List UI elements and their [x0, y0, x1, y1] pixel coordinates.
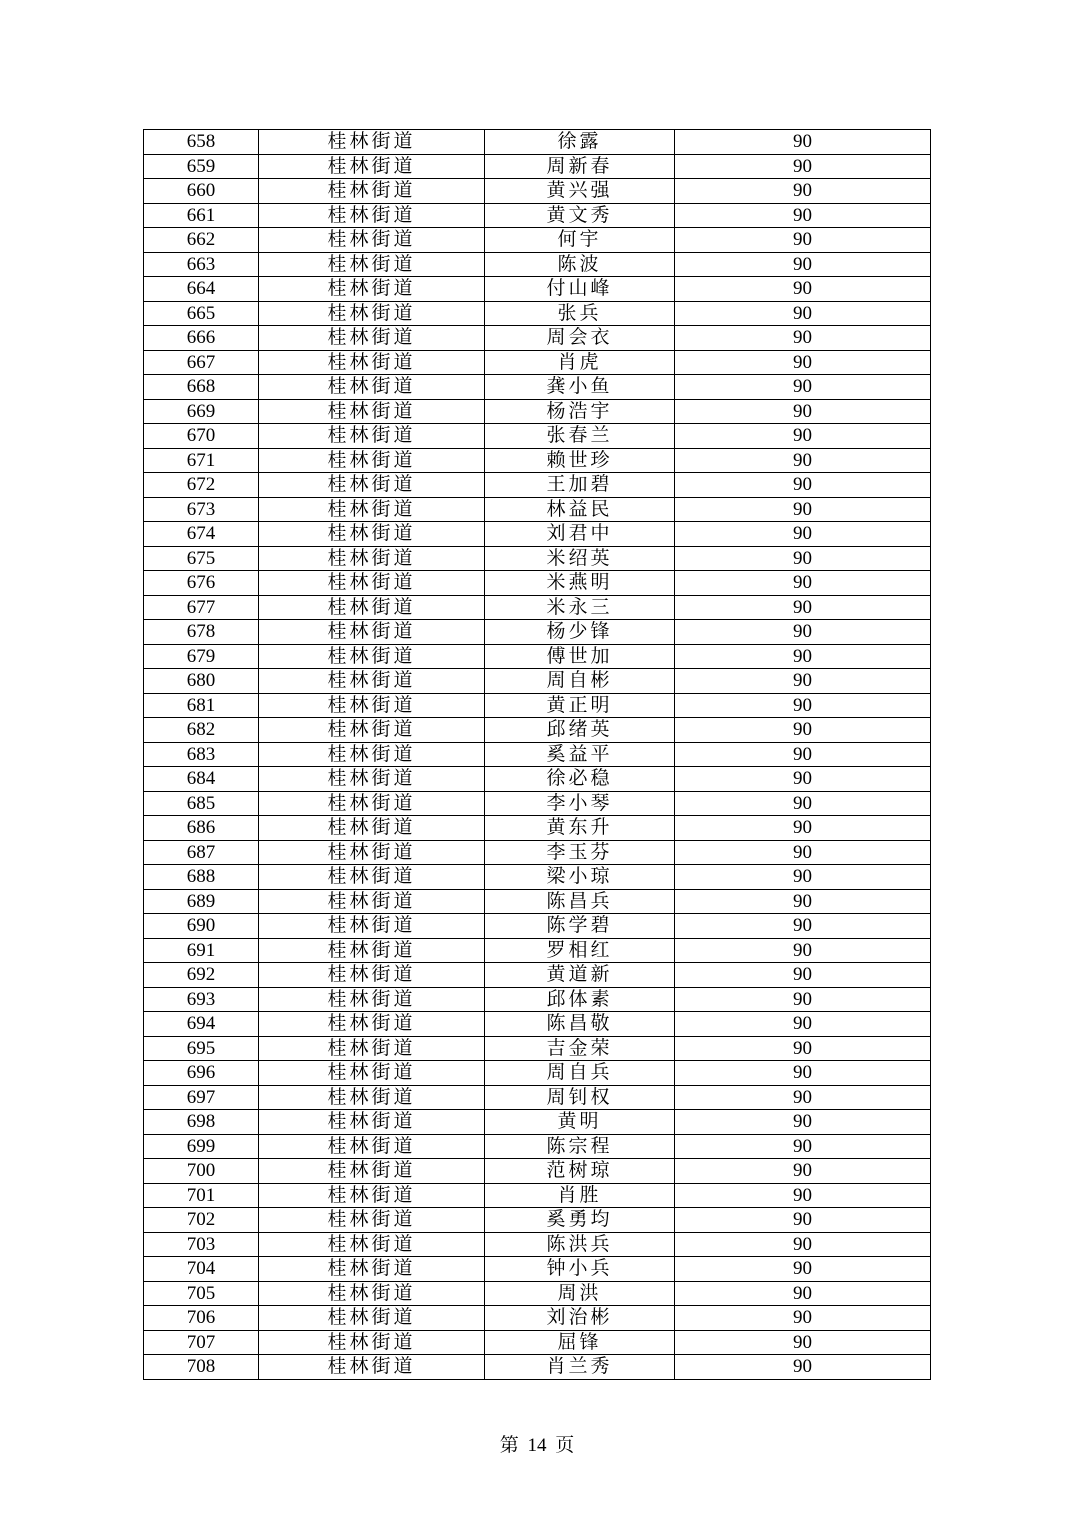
district-cell: 桂林街道	[259, 203, 485, 228]
table-row	[144, 718, 931, 743]
table-row	[144, 399, 931, 424]
score-cell: 90	[675, 1306, 931, 1331]
score-cell: 90	[675, 571, 931, 596]
district-cell: 桂林街道	[259, 987, 485, 1012]
district-cell: 桂林街道	[259, 179, 485, 204]
score-cell: 90	[675, 644, 931, 669]
row-number-cell: 705	[144, 1281, 259, 1306]
district-cell: 桂林街道	[259, 1330, 485, 1355]
name-cell: 陈洪兵	[485, 1232, 675, 1257]
row-number-cell: 666	[144, 326, 259, 351]
score-cell: 90	[675, 620, 931, 645]
district-cell: 桂林街道	[259, 595, 485, 620]
district-cell: 桂林街道	[259, 1012, 485, 1037]
score-cell: 90	[675, 963, 931, 988]
score-cell: 90	[675, 938, 931, 963]
row-number-cell: 707	[144, 1330, 259, 1355]
name-cell: 奚益平	[485, 742, 675, 767]
score-cell: 90	[675, 448, 931, 473]
table-row	[144, 326, 931, 351]
district-cell: 桂林街道	[259, 424, 485, 449]
name-cell: 肖胜	[485, 1183, 675, 1208]
table-row	[144, 1036, 931, 1061]
name-cell: 黄兴强	[485, 179, 675, 204]
district-cell: 桂林街道	[259, 1183, 485, 1208]
row-number-cell: 700	[144, 1159, 259, 1184]
score-cell: 90	[675, 742, 931, 767]
name-cell: 黄明	[485, 1110, 675, 1135]
table-row	[144, 1306, 931, 1331]
row-number-cell: 660	[144, 179, 259, 204]
score-cell: 90	[675, 252, 931, 277]
name-cell: 吉金荣	[485, 1036, 675, 1061]
score-cell: 90	[675, 693, 931, 718]
name-cell: 陈昌敬	[485, 1012, 675, 1037]
district-cell: 桂林街道	[259, 375, 485, 400]
score-cell: 90	[675, 1183, 931, 1208]
row-number-cell: 672	[144, 473, 259, 498]
name-cell: 米绍英	[485, 546, 675, 571]
score-cell: 90	[675, 546, 931, 571]
name-cell: 黄文秀	[485, 203, 675, 228]
row-number-cell: 694	[144, 1012, 259, 1037]
score-cell: 90	[675, 301, 931, 326]
table-row	[144, 277, 931, 302]
score-cell: 90	[675, 350, 931, 375]
table-row	[144, 987, 931, 1012]
score-cell: 90	[675, 595, 931, 620]
name-cell: 肖兰秀	[485, 1355, 675, 1380]
table-row	[144, 1355, 931, 1380]
name-cell: 米永三	[485, 595, 675, 620]
name-cell: 刘治彬	[485, 1306, 675, 1331]
row-number-cell: 703	[144, 1232, 259, 1257]
table-row	[144, 1085, 931, 1110]
score-cell: 90	[675, 1061, 931, 1086]
district-cell: 桂林街道	[259, 546, 485, 571]
table-row	[144, 742, 931, 767]
name-cell: 周会衣	[485, 326, 675, 351]
score-cell: 90	[675, 1036, 931, 1061]
row-number-cell: 663	[144, 252, 259, 277]
table-row	[144, 791, 931, 816]
name-cell: 黄东升	[485, 816, 675, 841]
district-cell: 桂林街道	[259, 644, 485, 669]
district-cell: 桂林街道	[259, 742, 485, 767]
row-number-cell: 691	[144, 938, 259, 963]
district-cell: 桂林街道	[259, 522, 485, 547]
score-cell: 90	[675, 1134, 931, 1159]
table-row	[144, 644, 931, 669]
name-cell: 李玉芬	[485, 840, 675, 865]
score-cell: 90	[675, 889, 931, 914]
district-cell: 桂林街道	[259, 1208, 485, 1233]
table-row	[144, 448, 931, 473]
name-cell: 陈昌兵	[485, 889, 675, 914]
table-row	[144, 914, 931, 939]
row-number-cell: 665	[144, 301, 259, 326]
score-cell: 90	[675, 203, 931, 228]
district-cell: 桂林街道	[259, 1306, 485, 1331]
district-cell: 桂林街道	[259, 865, 485, 890]
table-row	[144, 571, 931, 596]
row-number-cell: 676	[144, 571, 259, 596]
name-cell: 陈波	[485, 252, 675, 277]
score-cell: 90	[675, 1281, 931, 1306]
row-number-cell: 668	[144, 375, 259, 400]
row-number-cell: 687	[144, 840, 259, 865]
row-number-cell: 699	[144, 1134, 259, 1159]
row-number-cell: 686	[144, 816, 259, 841]
score-cell: 90	[675, 914, 931, 939]
score-cell: 90	[675, 228, 931, 253]
district-cell: 桂林街道	[259, 130, 485, 155]
name-cell: 周自彬	[485, 669, 675, 694]
table-row	[144, 130, 931, 155]
district-cell: 桂林街道	[259, 350, 485, 375]
row-number-cell: 688	[144, 865, 259, 890]
table-row	[144, 1159, 931, 1184]
score-cell: 90	[675, 130, 931, 155]
table-row	[144, 375, 931, 400]
name-cell: 张春兰	[485, 424, 675, 449]
row-number-cell: 708	[144, 1355, 259, 1380]
table-row	[144, 963, 931, 988]
table-row	[144, 497, 931, 522]
score-cell: 90	[675, 277, 931, 302]
district-cell: 桂林街道	[259, 1257, 485, 1282]
table-row	[144, 595, 931, 620]
row-number-cell: 704	[144, 1257, 259, 1282]
row-number-cell: 675	[144, 546, 259, 571]
row-number-cell: 701	[144, 1183, 259, 1208]
score-cell: 90	[675, 1159, 931, 1184]
district-cell: 桂林街道	[259, 1159, 485, 1184]
table-row	[144, 620, 931, 645]
table-row	[144, 693, 931, 718]
row-number-cell: 681	[144, 693, 259, 718]
table-row	[144, 301, 931, 326]
district-cell: 桂林街道	[259, 154, 485, 179]
row-number-cell: 678	[144, 620, 259, 645]
table-row	[144, 767, 931, 792]
district-cell: 桂林街道	[259, 473, 485, 498]
name-cell: 罗相红	[485, 938, 675, 963]
name-cell: 周洪	[485, 1281, 675, 1306]
row-number-cell: 661	[144, 203, 259, 228]
table-row	[144, 816, 931, 841]
row-number-cell: 684	[144, 767, 259, 792]
score-cell: 90	[675, 399, 931, 424]
row-number-cell: 685	[144, 791, 259, 816]
name-cell: 张兵	[485, 301, 675, 326]
name-cell: 傅世加	[485, 644, 675, 669]
row-number-cell: 680	[144, 669, 259, 694]
table-row	[144, 669, 931, 694]
district-cell: 桂林街道	[259, 277, 485, 302]
district-cell: 桂林街道	[259, 1232, 485, 1257]
score-cell: 90	[675, 473, 931, 498]
name-cell: 王加碧	[485, 473, 675, 498]
table-row	[144, 228, 931, 253]
table-row	[144, 424, 931, 449]
name-cell: 黄道新	[485, 963, 675, 988]
district-cell: 桂林街道	[259, 301, 485, 326]
footer-page-number: 14	[527, 1435, 547, 1456]
district-cell: 桂林街道	[259, 252, 485, 277]
footer-prefix: 第	[499, 1435, 519, 1456]
row-number-cell: 702	[144, 1208, 259, 1233]
district-cell: 桂林街道	[259, 767, 485, 792]
row-number-cell: 659	[144, 154, 259, 179]
name-cell: 刘君中	[485, 522, 675, 547]
row-number-cell: 671	[144, 448, 259, 473]
district-cell: 桂林街道	[259, 1281, 485, 1306]
row-number-cell: 658	[144, 130, 259, 155]
district-cell: 桂林街道	[259, 326, 485, 351]
district-cell: 桂林街道	[259, 889, 485, 914]
name-cell: 赖世珍	[485, 448, 675, 473]
row-number-cell: 697	[144, 1085, 259, 1110]
name-cell: 屈锋	[485, 1330, 675, 1355]
name-cell: 徐必稳	[485, 767, 675, 792]
name-cell: 陈宗程	[485, 1134, 675, 1159]
table-row	[144, 546, 931, 571]
table-row	[144, 473, 931, 498]
table-row	[144, 154, 931, 179]
score-cell: 90	[675, 865, 931, 890]
score-cell: 90	[675, 718, 931, 743]
name-cell: 范树琼	[485, 1159, 675, 1184]
score-cell: 90	[675, 1257, 931, 1282]
district-cell: 桂林街道	[259, 791, 485, 816]
score-cell: 90	[675, 816, 931, 841]
page-footer	[0, 1430, 1074, 1457]
score-cell: 90	[675, 326, 931, 351]
district-cell: 桂林街道	[259, 448, 485, 473]
table-row	[144, 865, 931, 890]
table-row	[144, 1061, 931, 1086]
district-cell: 桂林街道	[259, 1061, 485, 1086]
table-row	[144, 179, 931, 204]
row-number-cell: 689	[144, 889, 259, 914]
row-number-cell: 682	[144, 718, 259, 743]
roster-table	[143, 129, 931, 1380]
row-number-cell: 664	[144, 277, 259, 302]
name-cell: 杨浩宇	[485, 399, 675, 424]
row-number-cell: 695	[144, 1036, 259, 1061]
name-cell: 奚勇均	[485, 1208, 675, 1233]
district-cell: 桂林街道	[259, 497, 485, 522]
district-cell: 桂林街道	[259, 1036, 485, 1061]
name-cell: 邱体素	[485, 987, 675, 1012]
score-cell: 90	[675, 424, 931, 449]
name-cell: 米燕明	[485, 571, 675, 596]
row-number-cell: 698	[144, 1110, 259, 1135]
district-cell: 桂林街道	[259, 1085, 485, 1110]
name-cell: 徐露	[485, 130, 675, 155]
table-row	[144, 1134, 931, 1159]
row-number-cell: 673	[144, 497, 259, 522]
row-number-cell: 692	[144, 963, 259, 988]
table-row	[144, 1232, 931, 1257]
table-row	[144, 522, 931, 547]
name-cell: 李小琴	[485, 791, 675, 816]
table-row	[144, 938, 931, 963]
score-cell: 90	[675, 375, 931, 400]
score-cell: 90	[675, 154, 931, 179]
table-row	[144, 203, 931, 228]
name-cell: 何宇	[485, 228, 675, 253]
table-row	[144, 1183, 931, 1208]
row-number-cell: 690	[144, 914, 259, 939]
score-cell: 90	[675, 987, 931, 1012]
name-cell: 黄正明	[485, 693, 675, 718]
name-cell: 杨少锋	[485, 620, 675, 645]
score-cell: 90	[675, 1208, 931, 1233]
district-cell: 桂林街道	[259, 620, 485, 645]
table-row	[144, 1110, 931, 1135]
district-cell: 桂林街道	[259, 228, 485, 253]
table-row	[144, 889, 931, 914]
district-cell: 桂林街道	[259, 816, 485, 841]
district-cell: 桂林街道	[259, 938, 485, 963]
score-cell: 90	[675, 767, 931, 792]
score-cell: 90	[675, 1355, 931, 1380]
name-cell: 周新春	[485, 154, 675, 179]
district-cell: 桂林街道	[259, 399, 485, 424]
score-cell: 90	[675, 791, 931, 816]
district-cell: 桂林街道	[259, 1110, 485, 1135]
score-cell: 90	[675, 840, 931, 865]
name-cell: 陈学碧	[485, 914, 675, 939]
table-row	[144, 1208, 931, 1233]
footer-suffix: 页	[555, 1435, 575, 1456]
row-number-cell: 662	[144, 228, 259, 253]
score-cell: 90	[675, 497, 931, 522]
district-cell: 桂林街道	[259, 718, 485, 743]
row-number-cell: 693	[144, 987, 259, 1012]
table-row	[144, 1281, 931, 1306]
district-cell: 桂林街道	[259, 1355, 485, 1380]
row-number-cell: 667	[144, 350, 259, 375]
row-number-cell: 696	[144, 1061, 259, 1086]
table-row	[144, 840, 931, 865]
score-cell: 90	[675, 522, 931, 547]
roster-table-body	[144, 130, 931, 1380]
row-number-cell: 706	[144, 1306, 259, 1331]
name-cell: 龚小鱼	[485, 375, 675, 400]
name-cell: 周钊权	[485, 1085, 675, 1110]
district-cell: 桂林街道	[259, 669, 485, 694]
name-cell: 林益民	[485, 497, 675, 522]
name-cell: 邱绪英	[485, 718, 675, 743]
table-row	[144, 350, 931, 375]
district-cell: 桂林街道	[259, 693, 485, 718]
row-number-cell: 679	[144, 644, 259, 669]
score-cell: 90	[675, 1232, 931, 1257]
table-row	[144, 1257, 931, 1282]
score-cell: 90	[675, 1085, 931, 1110]
score-cell: 90	[675, 1110, 931, 1135]
district-cell: 桂林街道	[259, 1134, 485, 1159]
row-number-cell: 669	[144, 399, 259, 424]
row-number-cell: 670	[144, 424, 259, 449]
score-cell: 90	[675, 669, 931, 694]
name-cell: 梁小琼	[485, 865, 675, 890]
score-cell: 90	[675, 1330, 931, 1355]
table-row	[144, 1012, 931, 1037]
row-number-cell: 677	[144, 595, 259, 620]
row-number-cell: 674	[144, 522, 259, 547]
district-cell: 桂林街道	[259, 914, 485, 939]
name-cell: 肖虎	[485, 350, 675, 375]
district-cell: 桂林街道	[259, 571, 485, 596]
district-cell: 桂林街道	[259, 840, 485, 865]
name-cell: 钟小兵	[485, 1257, 675, 1282]
name-cell: 付山峰	[485, 277, 675, 302]
table-row	[144, 252, 931, 277]
district-cell: 桂林街道	[259, 963, 485, 988]
score-cell: 90	[675, 1012, 931, 1037]
table-row	[144, 1330, 931, 1355]
score-cell: 90	[675, 179, 931, 204]
name-cell: 周自兵	[485, 1061, 675, 1086]
row-number-cell: 683	[144, 742, 259, 767]
